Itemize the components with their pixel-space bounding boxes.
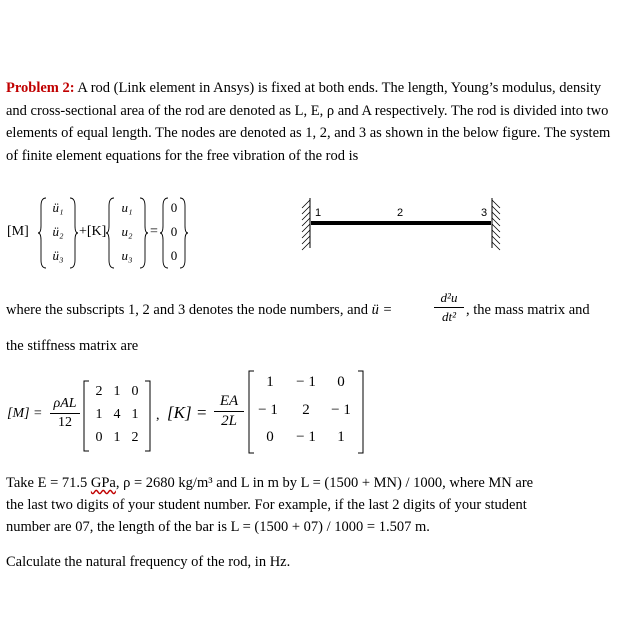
problem-intro: A rod (Link element in Ansys) is fixed at both ends. The length, Young’s modulus, density and cross-sectional area of the rod are denoted as L, E, ρ and A respectively. The rod is divided into two elements of equal length. The nodes are denoted as 1, 2, and 3 as shown in the below figure. The system of finite element equations for the free vibration of the rod is — [6, 80, 611, 164]
zero-3: 0 — [170, 248, 178, 263]
where-text-after: , the mass matrix and — [466, 302, 590, 318]
stiff-cell: − 1 — [258, 402, 278, 418]
accel-3: ü₃ — [52, 248, 64, 263]
stiffness-matrix — [247, 370, 365, 454]
mass-matrix — [82, 380, 152, 452]
mass-cell: 1 — [113, 384, 121, 399]
stiff-coef-num: EA — [219, 393, 239, 409]
question-text: Calculate the natural frequency of the rod, in Hz. — [6, 554, 291, 570]
left-fixed-support — [302, 198, 310, 250]
mass-cell: 2 — [131, 430, 139, 445]
mass-cell: 1 — [113, 430, 121, 445]
disp-3: u₃ — [121, 248, 133, 263]
acceleration-vector — [38, 196, 78, 270]
plus-stiffness-symbol: +[K] — [79, 224, 107, 239]
mass-matrix-lhs: [M] = — [7, 406, 43, 421]
zero-1: 0 — [170, 200, 178, 215]
node-label-3: 3 — [481, 207, 488, 219]
mass-cell: 0 — [131, 384, 139, 399]
problem-statement — [6, 77, 612, 167]
mass-cell: 2 — [95, 384, 103, 399]
displacement-vector — [106, 196, 148, 270]
disp-1: u₁ — [121, 200, 133, 215]
mass-cell: 1 — [95, 407, 103, 422]
mass-cell: 1 — [131, 407, 139, 422]
derivative-fraction — [434, 290, 464, 325]
stiff-coef-den: 2L — [221, 413, 237, 429]
stiff-cell: − 1 — [296, 374, 316, 390]
stiff-cell: − 1 — [296, 429, 316, 445]
derivative-numerator: d²u — [440, 290, 458, 305]
mass-coef-den: 12 — [58, 415, 72, 430]
equals-sign: = — [150, 224, 158, 239]
take-line-1-rest: , ρ = 2680 kg/m³ and L in m by L = (1500 + MN) / 1000, where MN are — [115, 475, 534, 491]
disp-2: u₂ — [121, 224, 133, 239]
where-text — [6, 302, 392, 319]
stiff-cell: 1 — [337, 429, 345, 445]
stiff-cell: 1 — [266, 374, 274, 390]
take-line-2: the last two digits of your student number. For example, if the last 2 digits of your student — [6, 497, 527, 513]
rod-figure — [293, 186, 523, 266]
take-word: Take — [6, 475, 34, 491]
node-label-2: 2 — [397, 207, 404, 219]
accel-1: ü₁ — [52, 200, 64, 215]
udd-symbol: ü = — [371, 302, 393, 318]
mass-coefficient — [50, 396, 80, 431]
node-label-1: 1 — [315, 207, 322, 219]
take-line-3: number are 07, the length of the bar is L = (1500 + 07) / 1000 = 1.507 m. — [6, 519, 430, 535]
accel-2: ü₂ — [52, 224, 64, 239]
stiff-cell: 0 — [337, 374, 345, 390]
stiffness-matrix-lhs: [K] = — [167, 403, 208, 422]
stiffness-coefficient — [214, 393, 244, 430]
mass-cell: 0 — [95, 430, 103, 445]
problem-label: Problem 2: — [6, 80, 75, 96]
rod-bar — [311, 221, 491, 225]
zero-2: 0 — [170, 224, 178, 239]
take-line-1 — [6, 475, 533, 492]
derivative-denominator: dt² — [441, 309, 456, 324]
right-fixed-support — [492, 198, 500, 250]
gpa-unit: GPa — [90, 475, 116, 491]
zero-vector — [160, 196, 188, 270]
e-value: E = 71.5 — [37, 475, 88, 491]
stiff-cell: − 1 — [331, 402, 351, 418]
mass-coef-num: ρAL — [53, 396, 77, 411]
stiff-cell: 0 — [266, 429, 274, 445]
where-text-before: where the subscripts 1, 2 and 3 denotes the node numbers, and — [6, 302, 369, 318]
stiff-cell: 2 — [302, 402, 310, 418]
mass-matrix-symbol: [M] — [7, 224, 29, 239]
mass-cell: 4 — [113, 407, 121, 422]
where-text-line2: the stiffness matrix are — [6, 338, 139, 354]
